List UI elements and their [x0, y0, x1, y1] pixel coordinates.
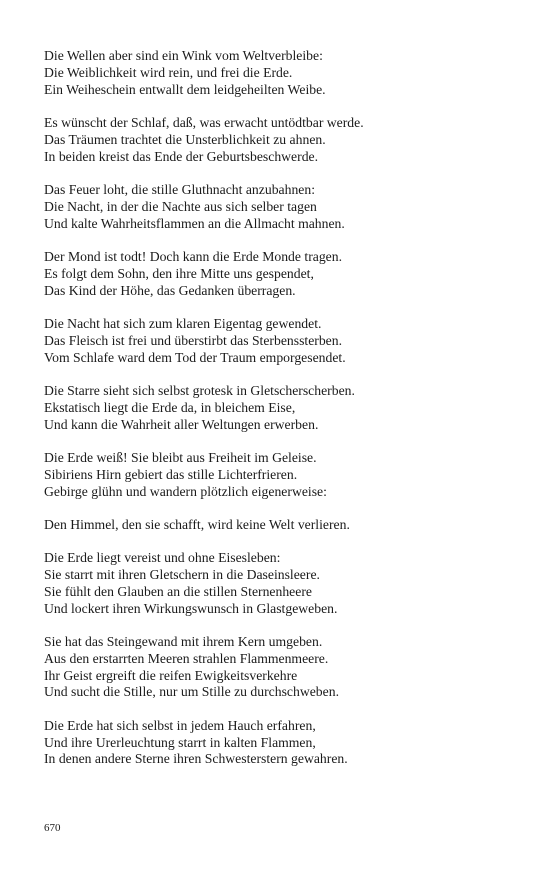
stanza-2 — [44, 115, 514, 165]
stanza-8 — [44, 517, 514, 534]
poem-line: Sie hat das Steingewand mit ihrem Kern umgeben. — [44, 634, 323, 650]
stanza-6 — [44, 383, 514, 433]
poem-line: Die Erde hat sich selbst in jedem Hauch erfahren, — [44, 717, 316, 733]
stanza-7 — [44, 450, 514, 500]
poem-line: Es wünscht der Schlaf, daß, was erwacht untödtbar werde. — [44, 114, 364, 130]
poem-line: Die Nacht, in der die Nachte aus sich selber tagen — [44, 198, 317, 214]
stanza-3 — [44, 182, 514, 232]
poem-line: Ein Weiheschein entwallt dem leidgeheilten Weibe. — [44, 81, 326, 97]
poem-line: Gebirge glühn und wandern plötzlich eigenerweise: — [44, 483, 327, 499]
stanza-11 — [44, 718, 514, 768]
poem-line: Das Kind der Höhe, das Gedanken überragen. — [44, 282, 296, 298]
poem-line: Die Erde liegt vereist und ohne Eisesleben: — [44, 550, 281, 566]
poem-line: Aus den erstarrten Meeren strahlen Flammenmeere. — [44, 650, 329, 666]
stanza-9 — [44, 550, 514, 617]
poem-line: Es folgt dem Sohn, den ihre Mitte uns gespendet, — [44, 265, 314, 281]
poem-line: Ihr Geist ergreift die reifen Ewigkeitsverkehre — [44, 667, 298, 683]
poem-line: Und lockert ihren Wirkungswunsch in Glastgeweben. — [44, 600, 338, 616]
poem-line: Die Starre sieht sich selbst grotesk in Gletscherscherben. — [44, 382, 355, 398]
poem-line: Sibiriens Hirn gebiert das stille Lichterfrieren. — [44, 466, 298, 482]
poem-line: Und kann die Wahrheit aller Weltungen erwerben. — [44, 416, 319, 432]
poem-line: Die Erde weiß! Sie bleibt aus Freiheit im Geleise. — [44, 449, 317, 465]
page-number: 670 — [44, 822, 61, 834]
stanza-10 — [44, 634, 514, 701]
poem-line: In beiden kreist das Ende der Geburtsbeschwerde. — [44, 148, 319, 164]
poem-line: Sie fühlt den Glauben an die stillen Sternenheere — [44, 583, 312, 599]
stanza-4 — [44, 249, 514, 299]
poem-page — [44, 48, 514, 785]
poem-line: Und ihre Urerleuchtung starrt in kalten Flammen, — [44, 734, 316, 750]
stanza-5 — [44, 316, 514, 366]
poem-line: Ekstatisch liegt die Erde da, in bleichem Eise, — [44, 399, 296, 415]
poem-line: Vom Schlafe ward dem Tod der Traum emporgesendet. — [44, 349, 346, 365]
poem-line: In denen andere Sterne ihren Schwesterstern gewahren. — [44, 751, 348, 767]
poem-line: Die Nacht hat sich zum klaren Eigentag gewendet. — [44, 315, 322, 331]
poem-line: Das Fleisch ist frei und überstirbt das Sterbenssterben. — [44, 332, 343, 348]
poem-line: Das Träumen trachtet die Unsterblichkeit zu ahnen. — [44, 131, 326, 147]
poem-line: Den Himmel, den sie schafft, wird keine Welt verlieren. — [44, 516, 350, 532]
poem-line: Und kalte Wahrheitsflammen an die Allmacht mahnen. — [44, 215, 345, 231]
poem-line: Die Weiblichkeit wird rein, und frei die Erde. — [44, 64, 293, 80]
poem-line: Das Feuer loht, die stille Gluthnacht anzubahnen: — [44, 181, 316, 197]
poem-line: Der Mond ist todt! Doch kann die Erde Monde tragen. — [44, 248, 343, 264]
poem-line: Und sucht die Stille, nur um Stille zu durchschweben. — [44, 684, 339, 700]
stanza-1 — [44, 48, 514, 98]
poem-line: Die Wellen aber sind ein Wink vom Weltverbleibe: — [44, 48, 323, 63]
poem-line: Sie starrt mit ihren Gletschern in die Daseinsleere. — [44, 567, 320, 583]
